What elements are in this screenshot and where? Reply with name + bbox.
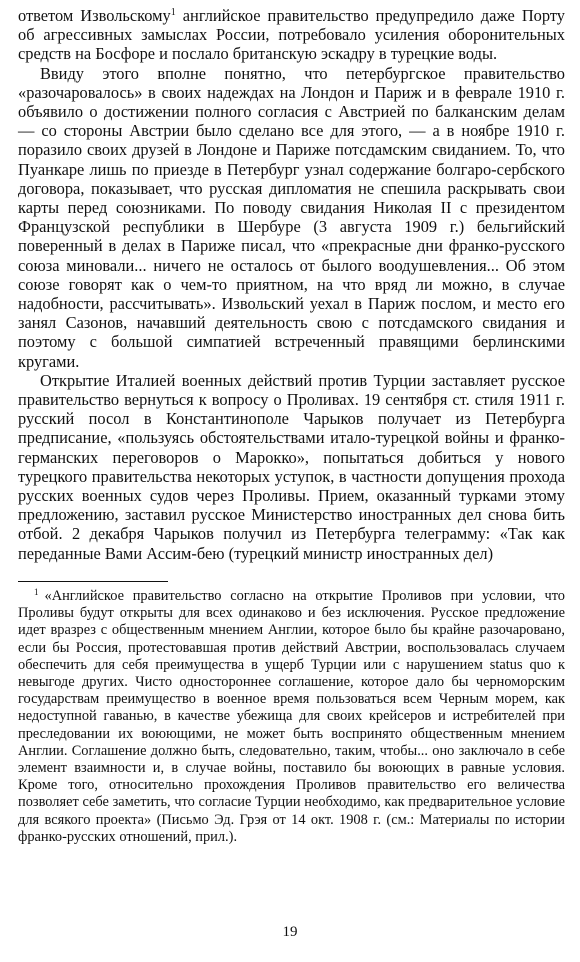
footnote-reference-mark: 1: [170, 7, 176, 18]
page-body: [18, 6, 565, 846]
paragraph-2: Ввиду этого вполне понятно, что петербургское правительство «разочаровалось» в своих надеждах на Лондон и Париж и в феврале 1910 г. объявило о достижении полного согласия с Австрией по балканским делам — со стороны Австрии было сделано все для этого, — а в ноябре 1910 г. поразило своих друзей в Лондоне и Париже потсдамским свиданием. То, что Пуанкаре лишь по приезде в Петербург узнал содержание болгаро-сербского договора, показывает, что русская дипломатия не спешила раскрывать свои карты перед союзниками. По поводу свидания Николая II с президентом Французской республики в Шербуре (3 августа 1909 г.) бельгийский поверенный в делах в Париже писал, что «прекрасные дни франко-русского союза миновали... ничего не осталось от былого воодушевления... Об этом союзе говорят как о чем-то приятном, на что вряд ли можно, в случае надобности, рассчитывать». Извольский уехал в Париж послом, и место его занял Сазонов, начавший деятельность свою с потсдамского свидания и поэтому с большой симпатией встреченный правящими берлинскими кругами.: [18, 63, 565, 371]
footnote-separator: [18, 581, 168, 582]
page-number: 19: [282, 924, 298, 940]
footnote: [18, 588, 565, 846]
paragraph-1: [18, 6, 565, 64]
paragraph-3: Открытие Италией военных действий против Турции заставляет русское правительство вернуться к вопросу о Проливах. 19 сентября ст. стиля 1911 г. русский посол в Константинополе Чарыков получает из Петербурга предписание, «пользуясь обстоятельствами итало-турецкой войны и франко-германских переговоров о Марокко», попытаться добиться у нового турецкого правительства некоторых уступок, в частности допущения прохода русских военных судов через Проливы. Прием, оказанный турками этому предложению, заставил русское Министерство иностранных дел снова бить отбой. 2 декабря Чарыков получил из Петербурга телеграмму: «Так как переданные Вами Ассим-бею (турецкий министр иностранных дел): [18, 370, 565, 563]
paragraph-1-text-before: ответом Извольскому: [18, 6, 171, 25]
footnote-mark: 1: [34, 586, 39, 597]
footnote-text: «Английское правительство согласно на открытие Проливов при условии, что Проливы будут открыты для всех одинаково и без исключения. Русское предложение идет вразрез с общественным мнением Англии, которое было бы крайне разочаровано, если бы Россия, протестовавшая против действий Австрии, воспользовалась случаем обеспечить для себя преимущества в ущерб Турции или с нарушением status quo к невыгоде других. Чисто одностороннее соглашение, которое дало бы черноморским государствам преимущество в военное время пользоваться всем Черным морем, как недоступной гаванью, в качестве убежища для своих крейсеров и истребителей при преследовании их воюющими, не может быть воспринято общественным мнением Англии. Соглашение должно быть, следовательно, таким, чтобы... оно заключало в себе элемент взаимности и, в случае войны, поставило бы воюющих в равные условия. Кроме того, относительно прохождения Проливов правительство его величества позволяет себе заметить, что согласие Турции необходимо, как предварительное условие для всякого проекта» (Письмо Эд. Грэя от 14 окт. 1908 г. (см.: Материалы по истории франко-русских отношений, прил.).: [18, 587, 565, 845]
paragraph-1-text-after: английское правительство предупредило даже Порту об агрессивных замыслах России, потребовало усиления оборонительных средств на Босфоре и послало британскую эскадру в турецкие воды.: [18, 6, 565, 64]
